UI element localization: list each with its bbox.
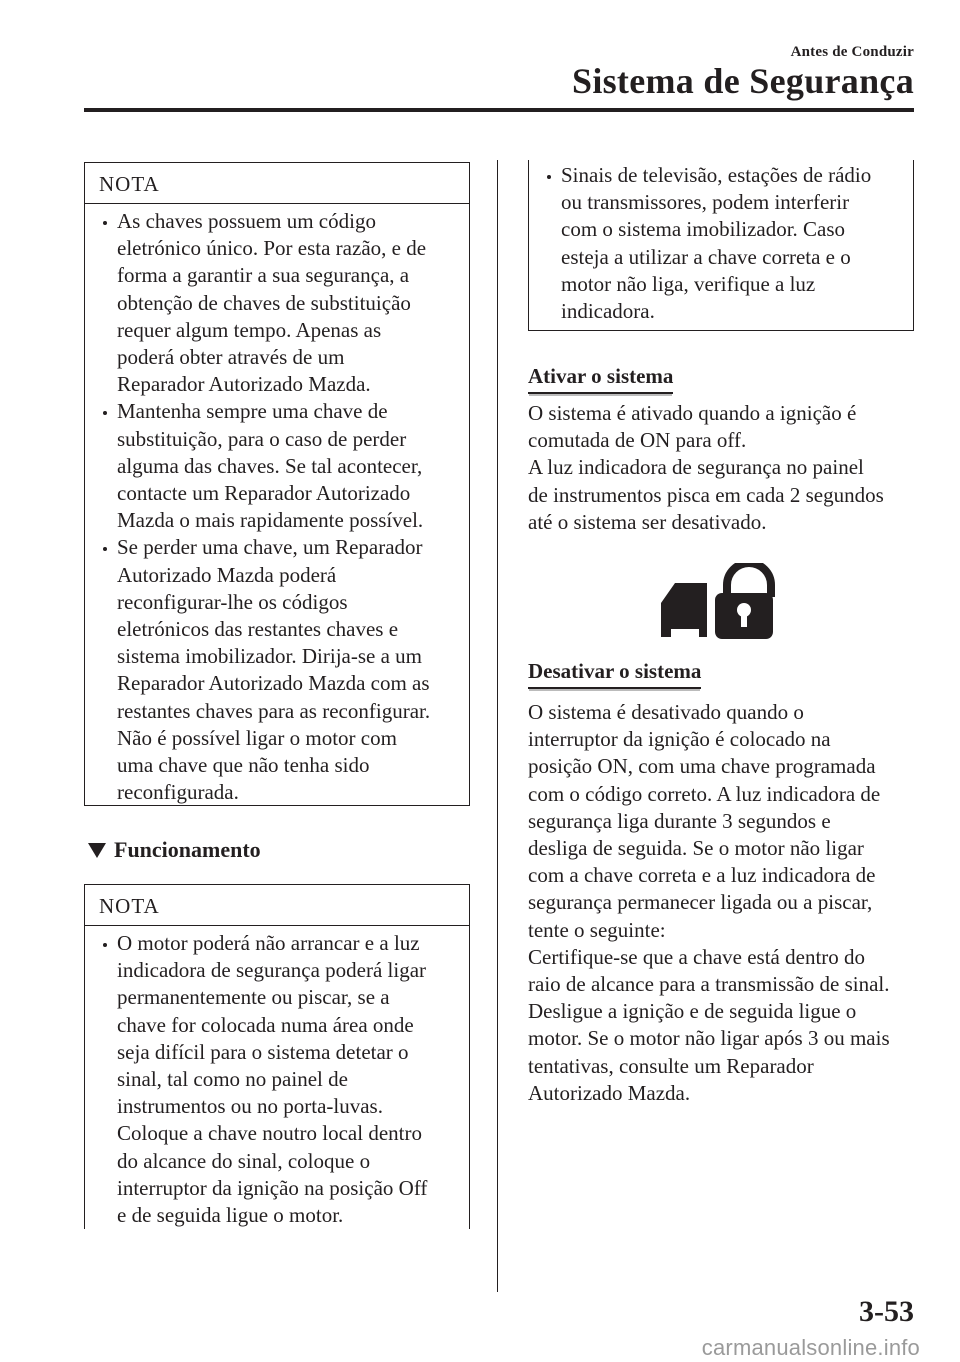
watermark: carmanualsonline.info bbox=[701, 1335, 920, 1360]
note-item: As chaves possuem um código eletrónico único. Por esta razão, e de forma a garantir a sua segurança, a obtenção de chaves de substituição requer algum tempo. Apenas as poderá obter através de um Reparador Autorizado Mazda. bbox=[99, 208, 455, 398]
note-box-continuation bbox=[528, 160, 914, 331]
note-label: NOTA bbox=[85, 163, 469, 204]
header-rule bbox=[84, 108, 914, 112]
note-item: Mantenha sempre uma chave de substituição, para o caso de perder alguma das chaves. Se tal acontecer, contacte um Reparador Autorizado Mazda o mais rapidamente possível. bbox=[99, 398, 455, 534]
triangle-marker-icon bbox=[88, 843, 106, 858]
section-heading bbox=[88, 837, 261, 863]
chapter-title: Sistema de Segurança bbox=[572, 61, 914, 101]
subheading-activate: Ativar o sistema bbox=[528, 364, 673, 394]
note-item: Se perder uma chave, um Reparador Autorizado Mazda poderá reconfigurar-lhe os códigos eletrónicos das restantes chaves e sistema imobilizador. Dirija-se a um Reparador Autorizado Mazda com as restantes chaves para as reconfigurar. Não é possível ligar o motor com uma chave que não tenha sido reconfigurada. bbox=[99, 534, 455, 806]
note-box-keys bbox=[84, 162, 470, 806]
security-indicator-car-lock-icon bbox=[657, 563, 775, 643]
page-number: 3-53 bbox=[859, 1295, 914, 1328]
subheading-deactivate: Desativar o sistema bbox=[528, 659, 701, 689]
section-heading-text: Funcionamento bbox=[114, 837, 261, 862]
chapter-subtitle: Antes de Conduzir bbox=[790, 44, 914, 60]
note-box-operation bbox=[84, 884, 470, 1229]
column-divider bbox=[497, 160, 498, 1292]
paragraph-deactivate: O sistema é desativado quando o interruptor da ignição é colocado na posição ON, com uma chave programada com o código correto. A luz indicadora de segurança liga durante 3 segundos e desliga de seguida. Se o motor não ligar com a chave correta e a luz indicadora de segurança permanecer ligada ou a piscar, tente o seguinte: Certifique-se que a chave está dentro do raio de alcance para a transmissão de sinal. Desligue a ignição e de seguida ligue o motor. Se o motor não ligar após 3 ou mais tentativas, consulte um Reparador Autorizado Mazda. bbox=[528, 700, 890, 1105]
note-item: Sinais de televisão, estações de rádio ou transmissores, podem interferir com o sistema imobilizador. Caso esteja a utilizar a chave correta e o motor não liga, verifique a luz indicadora. bbox=[543, 162, 899, 325]
note-body bbox=[85, 926, 469, 1235]
paragraph-activate: O sistema é ativado quando a ignição é comutada de ON para off. A luz indicadora de segurança no painel de instrumentos pisca em cada 2 segundos até o sistema ser desativado. bbox=[528, 401, 884, 534]
note-body bbox=[85, 204, 469, 812]
note-item: O motor poderá não arrancar e a luz indicadora de segurança poderá ligar permanentemente ou piscar, se a chave for colocada numa área onde seja difícil para o sistema detetar o sinal, tal como no painel de instrumentos ou no porta-luvas. Coloque a chave noutro local dentro do alcance do sinal, coloque o interruptor da ignição na posição Off e de seguida ligue o motor. bbox=[99, 930, 455, 1229]
note-label: NOTA bbox=[85, 885, 469, 926]
note-body bbox=[529, 160, 913, 331]
